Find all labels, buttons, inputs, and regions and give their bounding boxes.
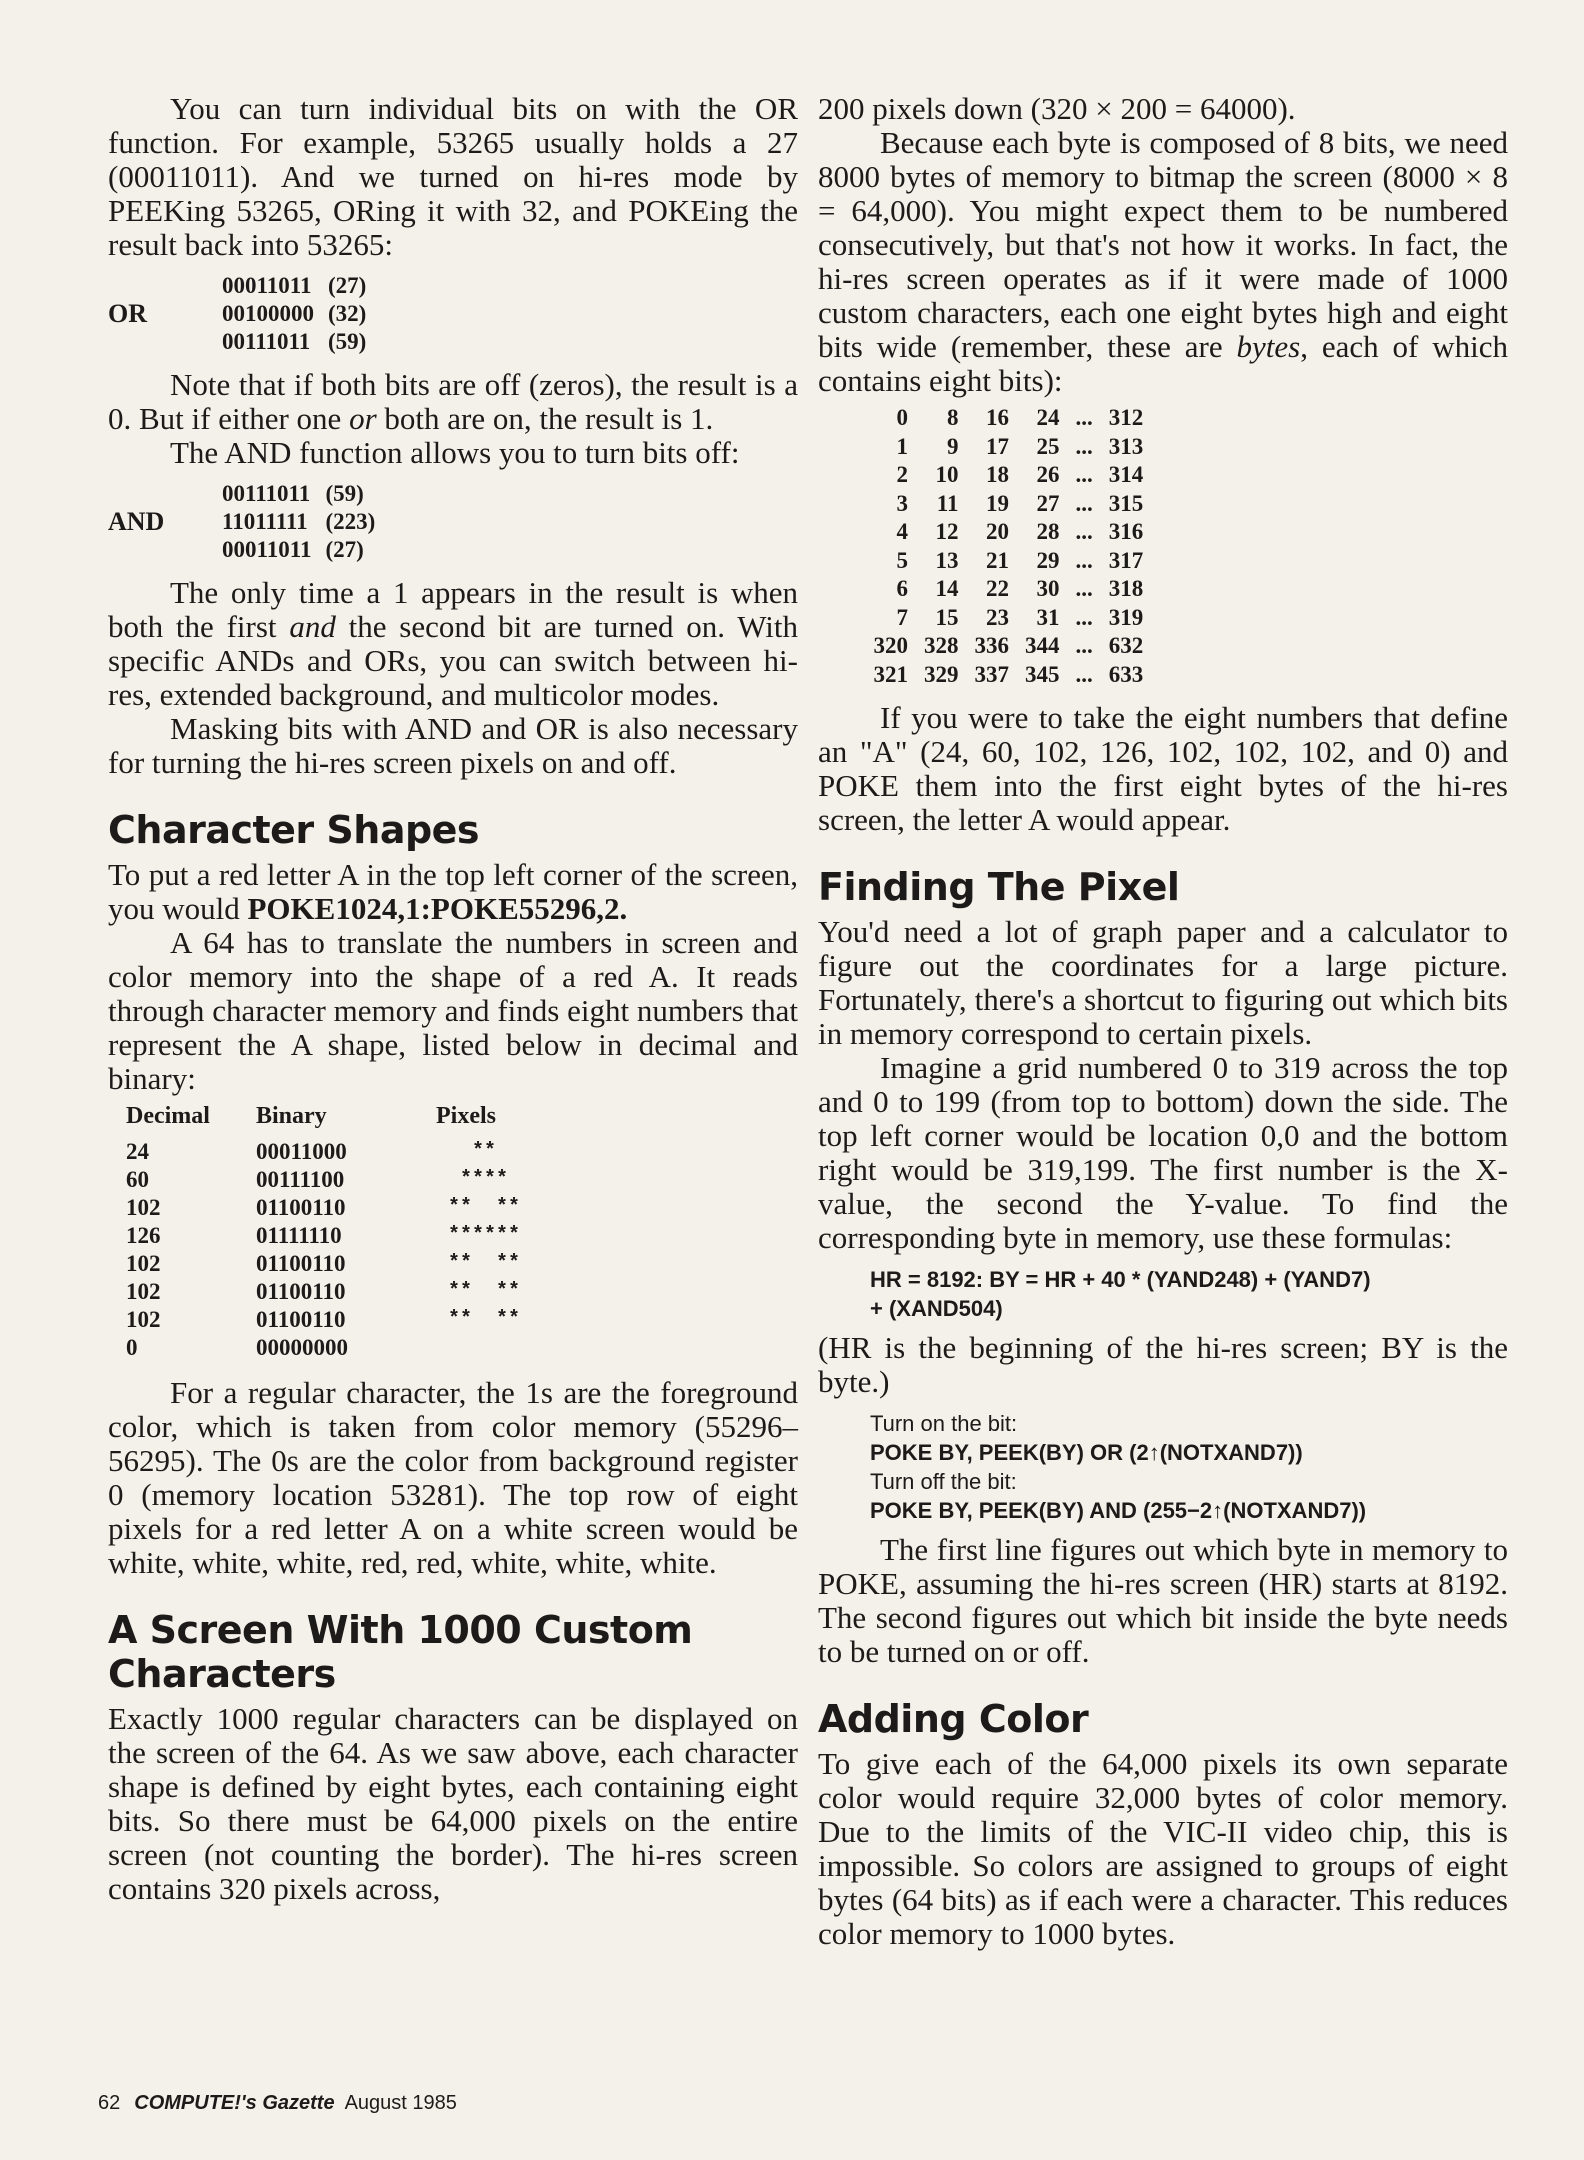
decimal-value: (223): [325, 509, 376, 534]
column-header: Pixels: [436, 1103, 496, 1129]
paragraph: The only time a 1 appears in the result is when both the first and the second bit are turned on. With specific ANDs and ORs, you can switch between hi-res, extended background, and multicolor modes.: [108, 575, 799, 712]
binary-value: 00111011: [222, 481, 311, 506]
section-heading: Adding Color: [818, 1697, 1089, 1741]
table-row: 320 328 336 344 ... 632: [873, 633, 1144, 658]
paragraph: To give each of the 64,000 pixels its own separate color would require 32,000 bytes of color memory. Due to the limits of the VIC-II video chip, this is impossible. So colors are assigned to groups of eight bytes (64 bits) as if each were a character. This reduces color memory to 1000 bytes.: [818, 1746, 1508, 1951]
table-row: 321 329 337 345 ... 633: [873, 661, 1144, 687]
paragraph: Masking bits with AND and OR is also necessary for turning the hi-res screen pixels on and off.: [108, 711, 798, 780]
table-row: 0 00000000: [126, 1335, 348, 1360]
section-heading: A Screen With 1000 Custom Characters: [108, 1608, 693, 1696]
page-number: 62: [98, 2092, 121, 2114]
binary-value: 00111011: [222, 329, 311, 354]
paragraph: A 64 has to translate the numbers in screen and color memory into the shape of a red A. It reads through character memory and finds eight numbers that represent the A shape, listed below in decimal and binary:: [108, 925, 798, 1096]
column-header: Decimal: [126, 1103, 210, 1129]
table-row: 7 15 23 31 ... 319: [896, 604, 1144, 630]
formula-line: + (XAND504): [870, 1296, 1003, 1321]
publication-name: COMPUTE!'s Gazette: [134, 2092, 335, 2114]
paragraph: The first line figures out which byte in memory to POKE, assuming the hi-res screen (HR) starts at 8192. The second figures out which bit inside the byte needs to be turned on or off.: [818, 1532, 1508, 1669]
paragraph: You'd need a lot of graph paper and a calculator to figure out the coordinates for a large picture. Fortunately, there's a shortcut to figuring out which bits in memory correspond to certain pixels.: [818, 914, 1508, 1051]
paragraph: Imagine a grid numbered 0 to 319 across the top and 0 to 199 (from top to bottom) down the side. The top left corner would be location 0,0 and the bottom right would be 319,199. The first number is the X-value, the second the Y-value. To find the corresponding byte in memory, use these formulas:: [818, 1050, 1508, 1255]
right-column: [818, 92, 1508, 1951]
paragraph: 200 pixels down (320 × 200 = 64000).: [818, 91, 1296, 126]
code-block: [870, 1409, 1508, 1525]
paragraph: (HR is the beginning of the hi-res screen; BY is the byte.): [818, 1330, 1508, 1399]
code-line: POKE BY, PEEK(BY) AND (255−2↑(NOTXAND7)): [870, 1498, 1367, 1523]
binary-value: 00011011: [222, 537, 312, 562]
decimal-value: (59): [328, 329, 367, 354]
binary-value: 00011011: [222, 273, 312, 298]
binary-value: 11011111: [222, 509, 308, 534]
paragraph: Because each byte is composed of 8 bits, we need 8000 bytes of memory to bitmap the screen (8000 × 8 = 64,000). You might expect them to be numbered consecutively, but that's not how it works. In fact, the hi-res screen operates as if it were made of 1000 custom characters, each one eight bytes high and eight bits wide (remember, these are bytes, each of which contains eight bits):: [818, 125, 1508, 398]
and-table: [108, 480, 389, 564]
table-row: 24 00011000 **: [126, 1139, 497, 1164]
table-row: 102 01100110 ** **: [126, 1307, 521, 1332]
table-row: 102 01100110 ** **: [126, 1279, 521, 1304]
table-row: 126 01111110 ******: [126, 1223, 521, 1248]
table-row: 1 9 17 25 ... 313: [896, 433, 1144, 459]
paragraph: You can turn individual bits on with the OR function. For example, 53265 usually holds a 27 (00011011). And we turned on hi-res mode by PEEKing 53265, ORing it with 32, and POKEing the result back into 53265:: [108, 91, 798, 262]
table-row: 102 01100110 ** **: [126, 1195, 521, 1220]
operator-label: AND: [108, 507, 165, 536]
table-row: 2 10 18 26 ... 314: [896, 462, 1144, 487]
table-row: 0 8 16 24 ... 312: [896, 405, 1144, 430]
code-label: Turn off the bit:: [870, 1469, 1017, 1494]
left-column: [108, 92, 798, 1906]
paragraph: Exactly 1000 regular characters can be displayed on the screen of the 64. As we saw above, each character shape is defined by eight bytes, each containing eight bits. So there must be 64,000 pixels on the entire screen (not counting the border). The hi-res screen contains 320 pixels across,: [108, 1701, 798, 1906]
code-line: POKE BY, PEEK(BY) OR (2↑(NOTXAND7)): [870, 1440, 1303, 1465]
section-heading: Finding The Pixel: [818, 865, 1180, 909]
formula-block: [870, 1265, 1508, 1323]
table-row: 5 13 21 29 ... 317: [896, 547, 1144, 573]
issue-date: August 1985: [344, 2092, 457, 2114]
decimal-value: (32): [328, 301, 367, 326]
table-row: 3 11 19 27 ... 315: [896, 490, 1144, 516]
decimal-value: (59): [325, 481, 364, 506]
or-table: [108, 272, 380, 356]
code-label: Turn on the bit:: [870, 1411, 1018, 1436]
paragraph: To put a red letter A in the top left corner of the screen, you would POKE1024,1:POKE55296,2.: [108, 857, 798, 926]
operator-label: OR: [108, 299, 147, 328]
page-footer: [98, 2092, 457, 2115]
decimal-value: (27): [328, 273, 367, 298]
decimal-value: (27): [325, 537, 364, 562]
paragraph: Note that if both bits are off (zeros), the result is a 0. But if either one or both are on, the result is 1.: [108, 367, 798, 436]
paragraph: For a regular character, the 1s are the foreground color, which is taken from color memory (55296–56295). The 0s are the color from background register 0 (memory location 53281). The top row of eight pixels for a red letter A on a white screen would be white, white, white, red, red, white, white, white.: [108, 1375, 798, 1580]
table-row: 6 14 22 30 ... 318: [896, 576, 1144, 601]
byte-layout-table: [858, 404, 1143, 689]
section-heading: Character Shapes: [108, 808, 480, 852]
table-row: 4 12 20 28 ... 316: [896, 519, 1144, 544]
formula-line: HR = 8192: BY = HR + 40 * (YAND248) + (YAND7): [870, 1267, 1371, 1292]
binary-value: 00100000: [222, 301, 314, 326]
paragraph: The AND function allows you to turn bits off:: [170, 435, 740, 470]
paragraph: If you were to take the eight numbers that define an "A" (24, 60, 102, 126, 102, 102, 102, and 0) and POKE them into the first eight bytes of the hi-res screen, the letter A would appear.: [818, 700, 1508, 837]
table-row: 60 00111100 ****: [126, 1167, 509, 1192]
character-shape-table: [108, 1102, 520, 1362]
table-row: 102 01100110 ** **: [126, 1251, 521, 1276]
column-header: Binary: [256, 1103, 327, 1129]
